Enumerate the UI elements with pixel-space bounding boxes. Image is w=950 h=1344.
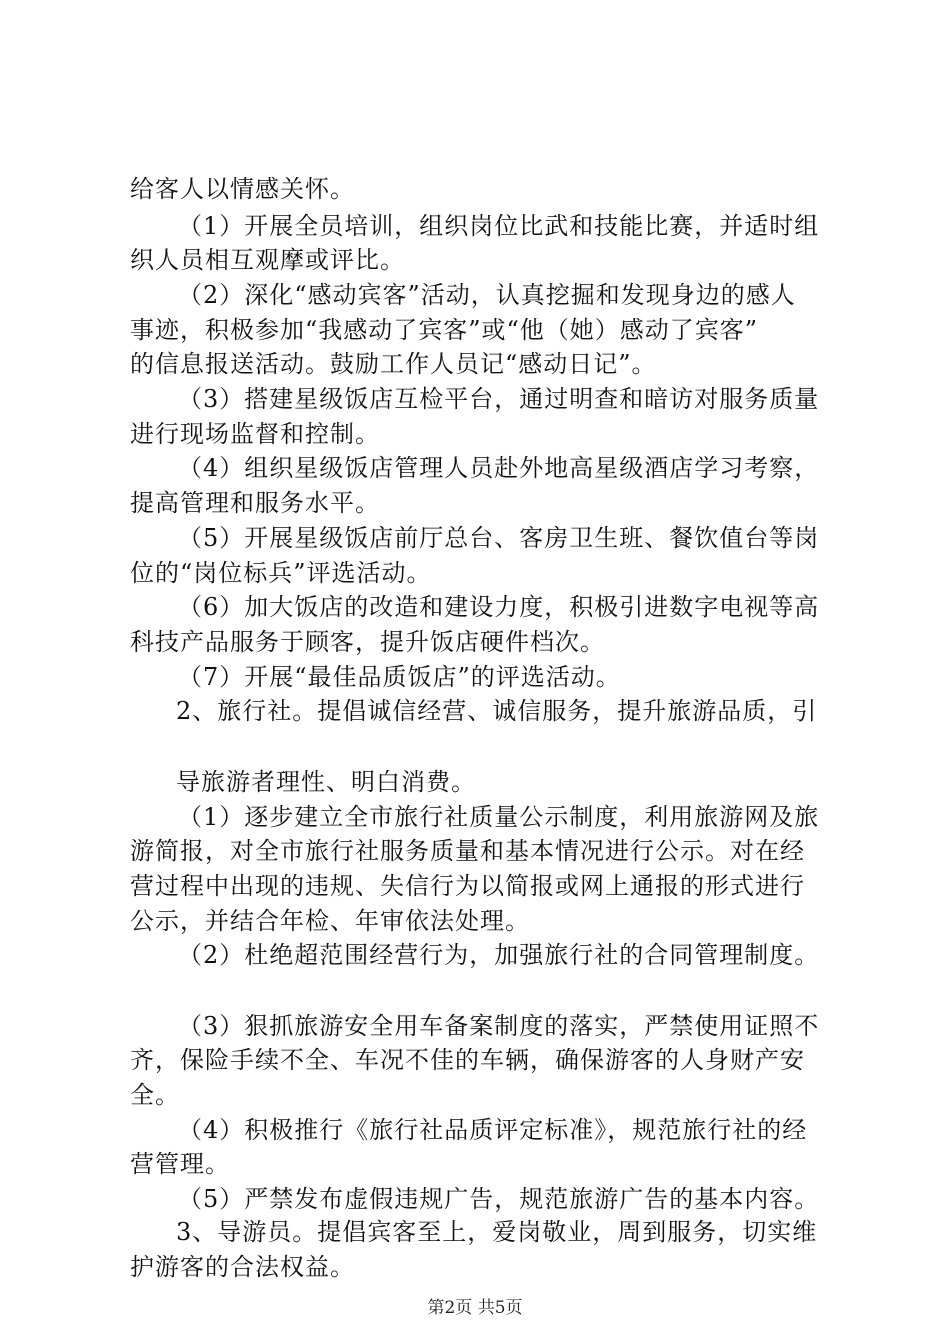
text-line: 科技产品服务于顾客，提升饭店硬件档次。 (130, 628, 605, 656)
text-line: 的信息报送活动。鼓励工作人员记“感动日记”。 (130, 350, 657, 378)
text-line: （3）狠抓旅游安全用车备案制度的落实，严禁使用证照不 (178, 1012, 820, 1040)
text-line: （4）积极推行《旅行社品质评定标准》，规范旅行社的经 (178, 1116, 808, 1144)
page-number-footer: 第2页 共5页 (427, 1298, 523, 1318)
text-line: 2、旅行社。提倡诚信经营、诚信服务，提升旅游品质，引 (176, 697, 818, 725)
text-line: 齐，保险手续不全、车况不佳的车辆，确保游客的人身财产安 (130, 1046, 805, 1074)
text-line: （4）组织星级饭店管理人员赴外地高星级酒店学习考察， (178, 454, 820, 482)
text-line: 导旅游者理性、明白消费。 (176, 768, 476, 796)
text-line: 营管理。 (130, 1150, 230, 1178)
text-line: （3）搭建星级饭店互检平台，通过明查和暗访对服务质量 (178, 385, 820, 413)
text-line: 游简报，对全市旅行社服务质量和基本情况进行公示。对在经 (130, 837, 805, 865)
text-line: 事迹，积极参加“我感动了宾客”或“他（她）感动了宾客” (130, 316, 759, 344)
text-line: 营过程中出现的违规、失信行为以简报或网上通报的形式进行 (130, 872, 805, 900)
text-line: （2）杜绝超范围经营行为，加强旅行社的合同管理制度。 (178, 941, 820, 969)
text-line: 织人员相互观摩或评比。 (130, 246, 405, 274)
text-line: 全。 (130, 1081, 180, 1109)
text-line: （2）深化“感动宾客”活动，认真挖掘和发现身边的感人 (178, 281, 796, 309)
text-line: 护游客的合法权益。 (130, 1253, 355, 1281)
text-line: （1）开展全员培训，组织岗位比武和技能比赛，并适时组 (178, 212, 820, 240)
text-line: （5）开展星级饭店前厅总台、客房卫生班、餐饮值台等岗 (178, 524, 820, 552)
text-line: 进行现场监督和控制。 (130, 420, 380, 448)
text-line: 3、导游员。提倡宾客至上，爱岗敬业，周到服务，切实维 (176, 1218, 818, 1246)
text-line: （7）开展“最佳品质饭店”的评选活动。 (178, 663, 621, 691)
text-line: （1）逐步建立全市旅行社质量公示制度，利用旅游网及旅 (178, 803, 820, 831)
text-line: 提高管理和服务水平。 (130, 489, 380, 517)
text-line: 公示，并结合年检、年审依法处理。 (130, 907, 530, 935)
text-line: （6）加大饭店的改造和建设力度，积极引进数字电视等高 (178, 593, 820, 621)
text-line: 位的“岗位标兵”评选活动。 (130, 559, 432, 587)
text-line: 给客人以情感关怀。 (130, 175, 355, 203)
text-line: （5）严禁发布虚假违规广告，规范旅游广告的基本内容。 (178, 1185, 820, 1213)
